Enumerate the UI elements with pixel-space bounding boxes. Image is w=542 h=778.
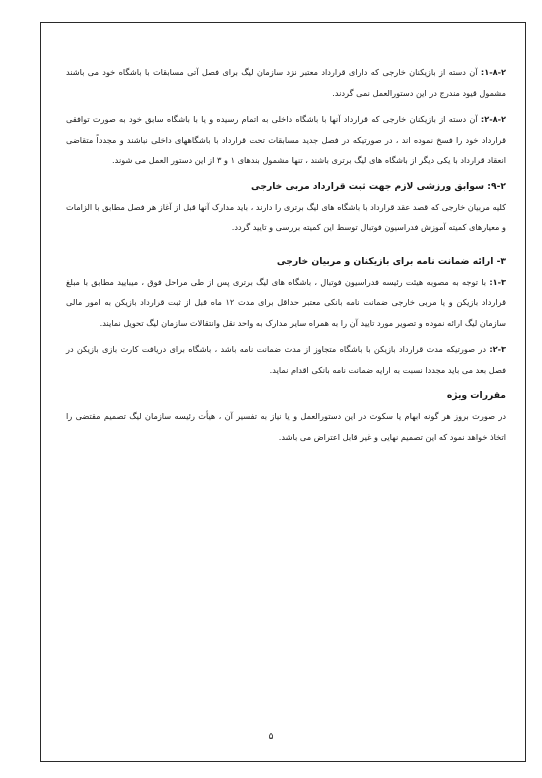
clause-3-2 [66, 339, 506, 380]
special-rules-text: در صورت بروز هر گونه ابهام یا سکوت در این دستورالعمل و یا نیاز به تفسیر آن ، هیأت رئیسه سازمان لیگ تصمیم مقتضی را اتخاذ خواهد نمود که این تصمیم نهایی و غیر قابل اعتراض می باشد. [66, 411, 506, 442]
clause-2-8-2 [66, 109, 506, 171]
clause-text: آن دسته از بازیکنان خارجی که قرارداد آنها با باشگاه داخلی به اتمام رسیده و یا با باشگاه سابق خود به صورت توافقی قرارداد خود را فسخ نموده اند ، در صورتیکه در فصل جدید مسابقات تحت قرارداد با باشگاههای داخلی نباشند و مجدداً متقاضی انعقاد قرارداد با یکی دیگر از باشگاه های لیگ برتری باشند ، تنها مشمول بندهای ۱ و ۳ از این دستور العمل می شوند. [66, 114, 506, 165]
clause-text: با توجه به مصوبه هیئت رئیسه فدراسیون فوتبال ، باشگاه های لیگ برتری پس از طی مراحل فوق ، میبایید مطابق با مبلغ قرارداد بازیکن و یا مربی خارجی ضمانت نامه بانکی معتبر حداقل برای مدت ۱۲ ماه قبل از ثبت قرارداد بازیکن به امور مالی سازمان لیگ ارائه نموده و تصویر مورد تایید آن را به همراه سایر مدارک به واحد نقل وانتقالات سازمان لیگ تحویل نمایند. [66, 276, 506, 328]
clause-number: ۲-۳: [489, 344, 506, 354]
special-rules-heading: مقررات ویژه [446, 390, 506, 401]
clause-text: در صورتیکه مدت قرارداد بازیکن با باشگاه متجاوز از مدت ضمانت نامه باشد ، باشگاه برای دریافت کارت بازی بازیکن در فصل بعد می باید مجددا نسبت به ارایه ضمانت نامه بانکی اقدام نماید. [66, 344, 506, 375]
clause-number: ۱-۳: [489, 276, 506, 287]
page-content [66, 62, 506, 447]
clause-text: آن دسته از بازیکنان خارجی که دارای قرارداد معتبر نزد سازمان لیگ برای فصل آتی مسابقات با باشگاه خود می باشند مشمول قیود مندرج در این دستورالعمل نمی گردند. [66, 67, 506, 98]
clause-3-1 [66, 272, 506, 334]
clause-number: ۲-۸-۲: [480, 114, 506, 124]
section-9-text: کلیه مربیان خارجی که قصد عقد قرارداد با باشگاه های لیگ برتری را دارند ، باید مدارک آنها قبل از آغاز هر فصل مطابق با الزامات و معیارهای کمیته آموزش فدراسیون فوتبال توسط این کمیته بررسی و تایید گردد. [66, 201, 506, 232]
section-9-heading: ۹-۲: سوابق ورزشی لازم جهت ثبت قرارداد مربی خارجی [251, 180, 506, 192]
section-3-heading: ۳- ارائه ضمانت نامه برای بازیکنان و مربیان خارجی [276, 255, 506, 267]
clause-2-8-1 [66, 62, 506, 103]
clause-number: ۱-۸-۲: [480, 67, 506, 77]
page-number: ۵ [268, 732, 274, 742]
